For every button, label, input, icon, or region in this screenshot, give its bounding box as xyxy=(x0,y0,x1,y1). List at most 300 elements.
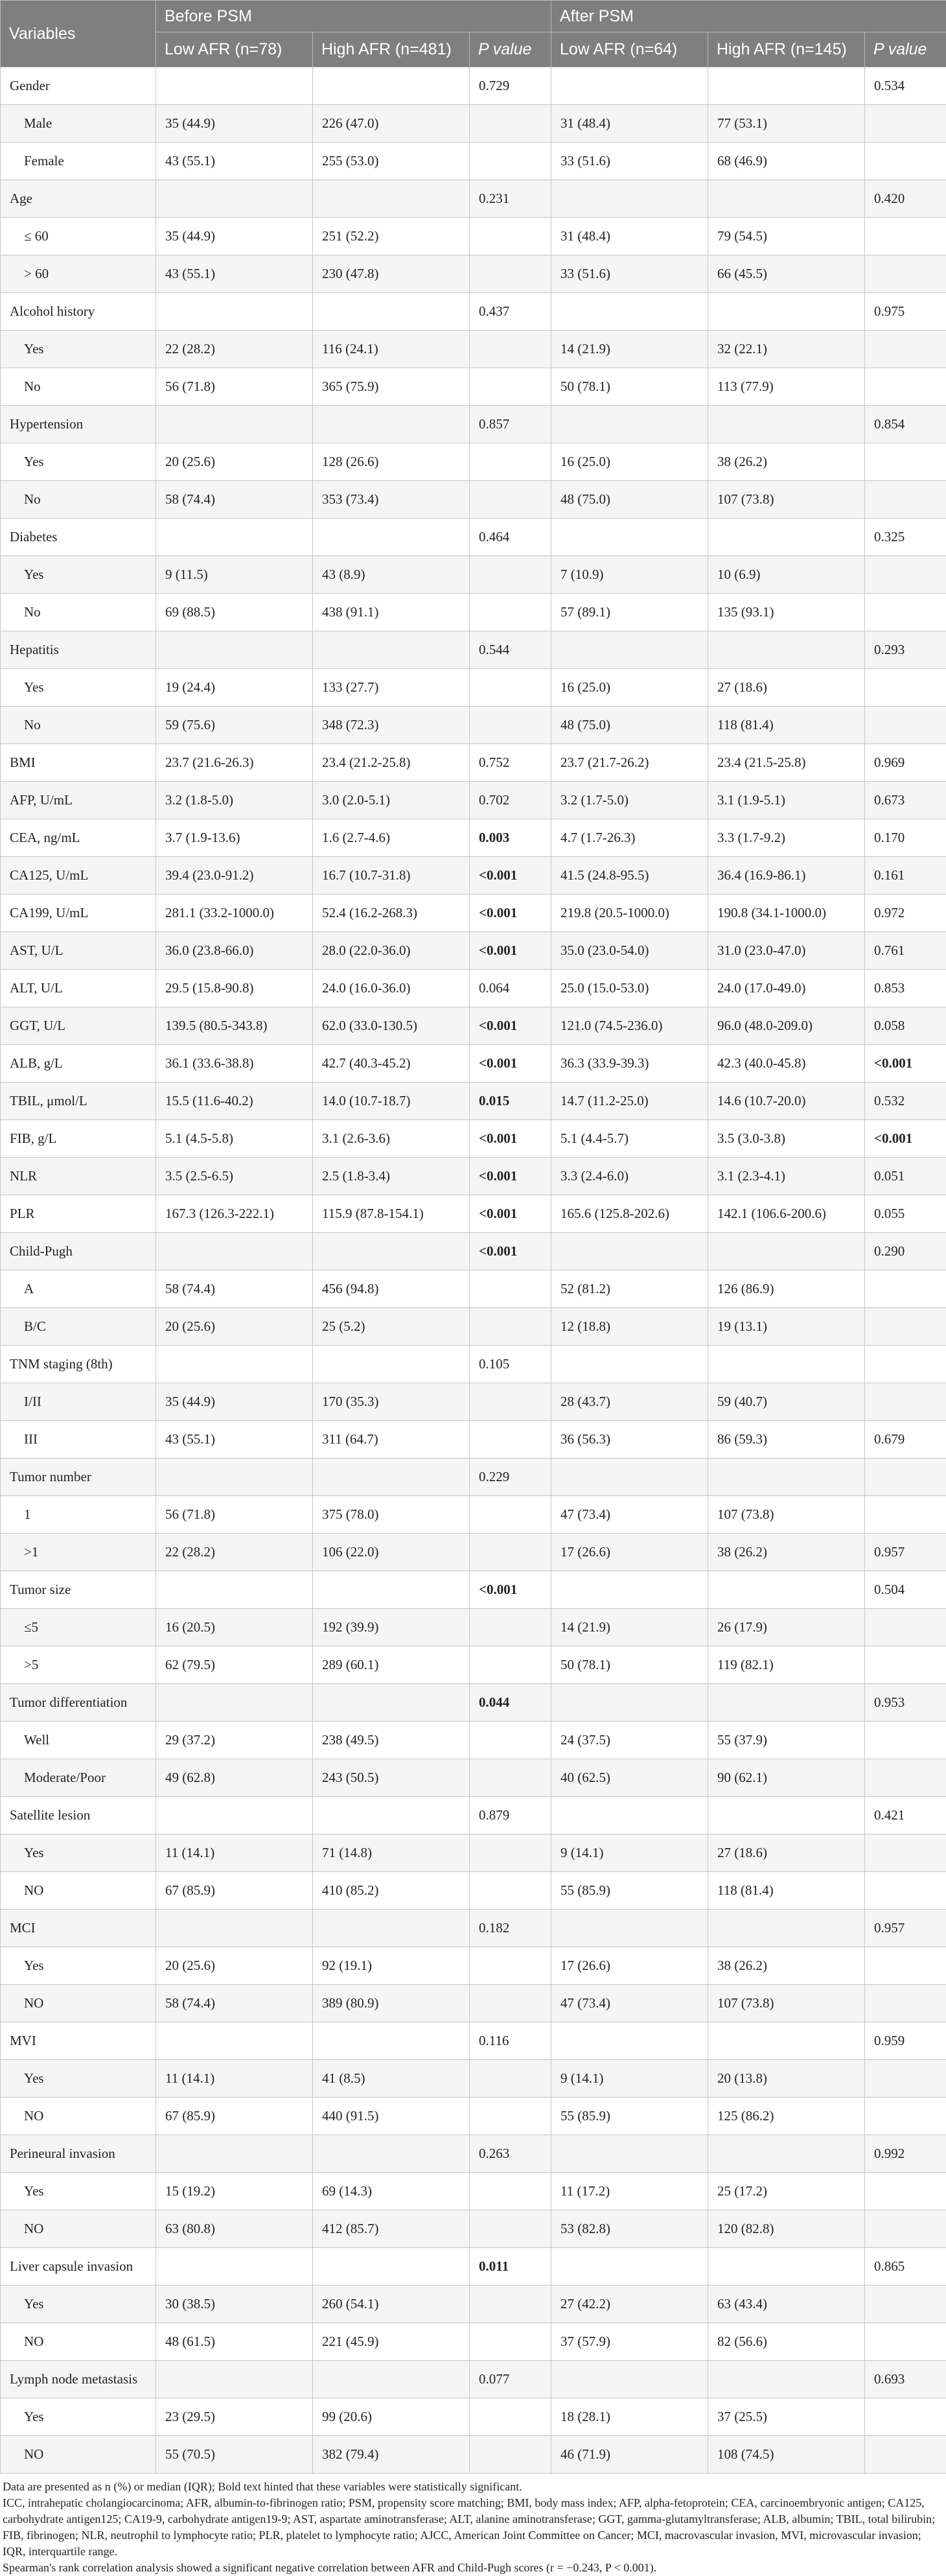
cell-p-value-after: 0.854 xyxy=(865,406,946,443)
cell-high-afr-before: 438 (91.1) xyxy=(313,594,470,631)
cell-p-value-before xyxy=(470,1834,551,1872)
cell-p-value-after xyxy=(865,218,946,255)
row-label: TBIL, μmol/L xyxy=(1,1083,156,1120)
cell-high-afr-after: 3.1 (2.3-4.1) xyxy=(708,1158,865,1195)
cell-low-afr-before xyxy=(156,1346,313,1383)
table-row xyxy=(1,2022,946,2060)
cell-p-value-before: <0.001 xyxy=(470,1120,551,1158)
row-sublabel: B/C xyxy=(1,1308,156,1346)
cell-high-afr-after: 3.1 (1.9-5.1) xyxy=(708,782,865,819)
cell-p-value-before: 0.263 xyxy=(470,2135,551,2173)
cell-p-value-after: 0.293 xyxy=(865,631,946,669)
cell-high-afr-after: 3.5 (3.0-3.8) xyxy=(708,1120,865,1158)
cell-high-afr-before: 238 (49.5) xyxy=(313,1722,470,1759)
cell-high-afr-before: 456 (94.8) xyxy=(313,1270,470,1308)
cell-low-afr-after: 50 (78.1) xyxy=(551,1646,708,1684)
cell-low-afr-after: 35.0 (23.0-54.0) xyxy=(551,932,708,970)
cell-p-value-after xyxy=(865,2210,946,2248)
cell-p-value-before xyxy=(470,1759,551,1797)
cell-p-value-before: 0.752 xyxy=(470,744,551,782)
header-variables: Variables xyxy=(1,1,156,67)
table-row xyxy=(1,1083,946,1120)
cell-low-afr-before: 30 (38.5) xyxy=(156,2286,313,2323)
cell-high-afr-before: 412 (85.7) xyxy=(313,2210,470,2248)
cell-high-afr-after: 142.1 (106.6-200.6) xyxy=(708,1195,865,1233)
row-sublabel: No xyxy=(1,707,156,744)
cell-high-afr-after: 32 (22.1) xyxy=(708,331,865,368)
cell-p-value-after xyxy=(865,1646,946,1684)
cell-low-afr-before: 35 (44.9) xyxy=(156,1383,313,1421)
cell-p-value-after: 0.957 xyxy=(865,1534,946,1571)
cell-low-afr-after: 12 (18.8) xyxy=(551,1308,708,1346)
table-row xyxy=(1,293,946,331)
cell-high-afr-before xyxy=(313,631,470,669)
cell-p-value-after xyxy=(865,1985,946,2022)
table-row xyxy=(1,1458,946,1496)
cell-p-value-after: 0.290 xyxy=(865,1233,946,1270)
row-label: FIB, g/L xyxy=(1,1120,156,1158)
table-row xyxy=(1,2173,946,2210)
table-row xyxy=(1,2248,946,2286)
cell-p-value-after xyxy=(865,2323,946,2361)
footnote: Data are presented as n (%) or median (IQR); Bold text hinted that these variables were statistically significant. xyxy=(3,2479,942,2495)
cell-high-afr-after: 42.3 (40.0-45.8) xyxy=(708,1045,865,1083)
cell-p-value-after: 0.969 xyxy=(865,744,946,782)
cell-low-afr-before xyxy=(156,1684,313,1722)
cell-p-value-before: 0.077 xyxy=(470,2361,551,2398)
cell-low-afr-after: 18 (28.1) xyxy=(551,2398,708,2436)
cell-p-value-after: 0.679 xyxy=(865,1421,946,1458)
cell-low-afr-before xyxy=(156,1571,313,1609)
cell-high-afr-after: 66 (45.5) xyxy=(708,255,865,293)
cell-high-afr-before: 62.0 (33.0-130.5) xyxy=(313,1007,470,1045)
cell-low-afr-after: 33 (51.6) xyxy=(551,255,708,293)
cell-low-afr-before: 36.1 (33.6-38.8) xyxy=(156,1045,313,1083)
cell-p-value-before xyxy=(470,594,551,631)
cell-high-afr-before: 389 (80.9) xyxy=(313,1985,470,2022)
cell-low-afr-after xyxy=(551,631,708,669)
cell-low-afr-after: 47 (73.4) xyxy=(551,1496,708,1534)
cell-p-value-after: 0.058 xyxy=(865,1007,946,1045)
cell-p-value-before xyxy=(470,2098,551,2135)
cell-high-afr-before: 221 (45.9) xyxy=(313,2323,470,2361)
row-sublabel: >5 xyxy=(1,1646,156,1684)
row-label: Hepatitis xyxy=(1,631,156,669)
cell-p-value-before: <0.001 xyxy=(470,857,551,895)
cell-p-value-after: 0.693 xyxy=(865,2361,946,2398)
row-label: Hypertension xyxy=(1,406,156,443)
cell-low-afr-after xyxy=(551,1797,708,1834)
row-sublabel: Yes xyxy=(1,1834,156,1872)
cell-low-afr-after: 41.5 (24.8-95.5) xyxy=(551,857,708,895)
cell-high-afr-before: 128 (26.6) xyxy=(313,443,470,481)
cell-low-afr-before: 11 (14.1) xyxy=(156,2060,313,2098)
cell-low-afr-after: 16 (25.0) xyxy=(551,669,708,707)
cell-low-afr-before: 58 (74.4) xyxy=(156,1985,313,2022)
cell-low-afr-after: 47 (73.4) xyxy=(551,1985,708,2022)
row-label: BMI xyxy=(1,744,156,782)
cell-low-afr-after xyxy=(551,2135,708,2173)
cell-high-afr-before: 24.0 (16.0-36.0) xyxy=(313,970,470,1007)
header-high-afr-after: High AFR (n=145) xyxy=(708,32,865,67)
row-label: CEA, ng/mL xyxy=(1,819,156,857)
cell-high-afr-before: 410 (85.2) xyxy=(313,1872,470,1910)
cell-high-afr-before: 14.0 (10.7-18.7) xyxy=(313,1083,470,1120)
cell-high-afr-after: 26 (17.9) xyxy=(708,1609,865,1646)
cell-p-value-before xyxy=(470,1722,551,1759)
cell-low-afr-after: 55 (85.9) xyxy=(551,1872,708,1910)
cell-low-afr-before: 15 (19.2) xyxy=(156,2173,313,2210)
cell-low-afr-after: 17 (26.6) xyxy=(551,1534,708,1571)
row-sublabel: Yes xyxy=(1,2286,156,2323)
header-high-afr-before: High AFR (n=481) xyxy=(313,32,470,67)
header-before-psm: Before PSM xyxy=(156,1,551,32)
row-label: AST, U/L xyxy=(1,932,156,970)
cell-p-value-after: 0.161 xyxy=(865,857,946,895)
row-sublabel: NO xyxy=(1,2210,156,2248)
cell-high-afr-after: 27 (18.6) xyxy=(708,669,865,707)
cell-p-value-after xyxy=(865,368,946,406)
cell-p-value-after: 0.673 xyxy=(865,782,946,819)
table-row xyxy=(1,443,946,481)
cell-low-afr-after: 4.7 (1.7-26.3) xyxy=(551,819,708,857)
table-row xyxy=(1,1797,946,1834)
cell-low-afr-after: 17 (26.6) xyxy=(551,1947,708,1985)
cell-p-value-after xyxy=(865,105,946,143)
table-row xyxy=(1,1759,946,1797)
table-row xyxy=(1,1383,946,1421)
cell-p-value-before: 0.857 xyxy=(470,406,551,443)
table-row xyxy=(1,218,946,255)
cell-low-afr-after: 57 (89.1) xyxy=(551,594,708,631)
cell-p-value-before xyxy=(470,2436,551,2474)
cell-low-afr-before: 20 (25.6) xyxy=(156,443,313,481)
cell-low-afr-after: 3.2 (1.7-5.0) xyxy=(551,782,708,819)
cell-p-value-after xyxy=(865,1270,946,1308)
cell-low-afr-before xyxy=(156,67,313,105)
row-sublabel: Yes xyxy=(1,2173,156,2210)
table-row xyxy=(1,2135,946,2173)
row-label: Satellite lesion xyxy=(1,1797,156,1834)
cell-low-afr-after xyxy=(551,67,708,105)
table-row xyxy=(1,1195,946,1233)
cell-low-afr-after xyxy=(551,1910,708,1947)
cell-low-afr-before: 35 (44.9) xyxy=(156,105,313,143)
row-label: AFP, U/mL xyxy=(1,782,156,819)
cell-high-afr-after xyxy=(708,406,865,443)
cell-high-afr-after xyxy=(708,1797,865,1834)
cell-p-value-after xyxy=(865,1722,946,1759)
cell-p-value-after xyxy=(865,1308,946,1346)
cell-high-afr-before: 243 (50.5) xyxy=(313,1759,470,1797)
cell-p-value-after: 0.051 xyxy=(865,1158,946,1195)
table-row xyxy=(1,1308,946,1346)
cell-high-afr-after: 38 (26.2) xyxy=(708,443,865,481)
table-row xyxy=(1,1496,946,1534)
cell-high-afr-before: 3.0 (2.0-5.1) xyxy=(313,782,470,819)
cell-low-afr-before: 22 (28.2) xyxy=(156,1534,313,1571)
cell-high-afr-after: 23.4 (21.5-25.8) xyxy=(708,744,865,782)
footnote: Spearman's rank correlation analysis showed a significant negative correlation between AFR and Child-Pugh scores (r = −0.243, P < 0.001). xyxy=(3,2560,942,2576)
row-label: Age xyxy=(1,180,156,218)
cell-low-afr-before: 5.1 (4.5-5.8) xyxy=(156,1120,313,1158)
table-row xyxy=(1,1834,946,1872)
cell-p-value-after xyxy=(865,443,946,481)
cell-p-value-after: 0.959 xyxy=(865,2022,946,2060)
cell-low-afr-after: 11 (17.2) xyxy=(551,2173,708,2210)
cell-p-value-after xyxy=(865,331,946,368)
row-label: ALT, U/L xyxy=(1,970,156,1007)
cell-low-afr-before: 3.7 (1.9-13.6) xyxy=(156,819,313,857)
cell-high-afr-before xyxy=(313,1910,470,1947)
cell-high-afr-before: 348 (72.3) xyxy=(313,707,470,744)
cell-high-afr-before: 25 (5.2) xyxy=(313,1308,470,1346)
table-row xyxy=(1,2210,946,2248)
cell-low-afr-before: 43 (55.1) xyxy=(156,1421,313,1458)
cell-low-afr-after: 48 (75.0) xyxy=(551,481,708,519)
cell-low-afr-before: 11 (14.1) xyxy=(156,1834,313,1872)
table-footnotes xyxy=(0,2474,946,2576)
cell-low-afr-before: 58 (74.4) xyxy=(156,481,313,519)
cell-high-afr-before xyxy=(313,67,470,105)
cell-p-value-before xyxy=(470,556,551,594)
cell-p-value-after xyxy=(865,481,946,519)
cell-low-afr-after: 121.0 (74.5-236.0) xyxy=(551,1007,708,1045)
row-label: Perineural invasion xyxy=(1,2135,156,2173)
cell-p-value-before xyxy=(470,1646,551,1684)
cell-p-value-before xyxy=(470,218,551,255)
table-row xyxy=(1,2398,946,2436)
row-label: MVI xyxy=(1,2022,156,2060)
cell-high-afr-before xyxy=(313,1346,470,1383)
cell-high-afr-before: 106 (22.0) xyxy=(313,1534,470,1571)
table-row xyxy=(1,1270,946,1308)
cell-p-value-before: 0.003 xyxy=(470,819,551,857)
cell-low-afr-before: 20 (25.6) xyxy=(156,1308,313,1346)
cell-p-value-before: 0.044 xyxy=(470,1684,551,1722)
cell-p-value-before: <0.001 xyxy=(470,1158,551,1195)
cell-low-afr-after xyxy=(551,1233,708,1270)
table-row xyxy=(1,143,946,180)
table-row xyxy=(1,1985,946,2022)
cell-low-afr-before xyxy=(156,2022,313,2060)
cell-low-afr-after xyxy=(551,1684,708,1722)
cell-high-afr-after: 38 (26.2) xyxy=(708,1947,865,1985)
cell-p-value-before xyxy=(470,1270,551,1308)
table-row xyxy=(1,1534,946,1571)
cell-high-afr-after xyxy=(708,1910,865,1947)
table-body xyxy=(1,67,946,2474)
cell-p-value-after xyxy=(865,1383,946,1421)
cell-high-afr-after xyxy=(708,1346,865,1383)
cell-p-value-before xyxy=(470,1534,551,1571)
row-sublabel: 1 xyxy=(1,1496,156,1534)
cell-low-afr-before xyxy=(156,1233,313,1270)
cell-p-value-before: <0.001 xyxy=(470,1195,551,1233)
table-row xyxy=(1,895,946,932)
cell-low-afr-after: 55 (85.9) xyxy=(551,2098,708,2135)
table-row xyxy=(1,1947,946,1985)
cell-high-afr-after xyxy=(708,2022,865,2060)
table-row xyxy=(1,1872,946,1910)
table-row xyxy=(1,67,946,105)
row-label: PLR xyxy=(1,1195,156,1233)
header-p-value-after xyxy=(865,32,946,67)
cell-low-afr-after: 23.7 (21.7-26.2) xyxy=(551,744,708,782)
cell-high-afr-after: 24.0 (17.0-49.0) xyxy=(708,970,865,1007)
cell-p-value-before: 0.064 xyxy=(470,970,551,1007)
cell-high-afr-after: 79 (54.5) xyxy=(708,218,865,255)
cell-low-afr-before xyxy=(156,2361,313,2398)
cell-high-afr-before: 440 (91.5) xyxy=(313,2098,470,2135)
cell-p-value-before: <0.001 xyxy=(470,1233,551,1270)
cell-high-afr-before xyxy=(313,2248,470,2286)
cell-p-value-after xyxy=(865,2436,946,2474)
cell-high-afr-after xyxy=(708,1684,865,1722)
cell-low-afr-after: 219.8 (20.5-1000.0) xyxy=(551,895,708,932)
cell-p-value-before: 0.437 xyxy=(470,293,551,331)
cell-high-afr-after: 82 (56.6) xyxy=(708,2323,865,2361)
cell-high-afr-after: 36.4 (16.9-86.1) xyxy=(708,857,865,895)
cell-low-afr-after xyxy=(551,2248,708,2286)
cell-low-afr-before xyxy=(156,1910,313,1947)
cell-low-afr-after: 28 (43.7) xyxy=(551,1383,708,1421)
cell-low-afr-after: 53 (82.8) xyxy=(551,2210,708,2248)
cell-high-afr-after xyxy=(708,1458,865,1496)
row-sublabel: No xyxy=(1,481,156,519)
cell-high-afr-after: 25 (17.2) xyxy=(708,2173,865,2210)
cell-low-afr-before xyxy=(156,519,313,556)
table-row xyxy=(1,1346,946,1383)
cell-high-afr-after: 190.8 (34.1-1000.0) xyxy=(708,895,865,932)
table-row xyxy=(1,406,946,443)
cell-p-value-after: 0.325 xyxy=(865,519,946,556)
cell-low-afr-after: 165.6 (125.8-202.6) xyxy=(551,1195,708,1233)
table-row xyxy=(1,481,946,519)
cell-p-value-after: 0.957 xyxy=(865,1910,946,1947)
cell-high-afr-after xyxy=(708,2361,865,2398)
cell-high-afr-before: 289 (60.1) xyxy=(313,1646,470,1684)
table-row xyxy=(1,1646,946,1684)
row-label: GGT, U/L xyxy=(1,1007,156,1045)
table-row xyxy=(1,669,946,707)
row-sublabel: NO xyxy=(1,2323,156,2361)
cell-p-value-before xyxy=(470,1947,551,1985)
cell-high-afr-before xyxy=(313,293,470,331)
cell-high-afr-before: 353 (73.4) xyxy=(313,481,470,519)
cell-low-afr-before: 69 (88.5) xyxy=(156,594,313,631)
cell-p-value-after xyxy=(865,1872,946,1910)
table-row xyxy=(1,2286,946,2323)
cell-p-value-before: 0.015 xyxy=(470,1083,551,1120)
cell-high-afr-before: 2.5 (1.8-3.4) xyxy=(313,1158,470,1195)
header-after-psm: After PSM xyxy=(551,1,946,32)
cell-p-value-after: 0.534 xyxy=(865,67,946,105)
cell-p-value-before xyxy=(470,2210,551,2248)
row-label: Diabetes xyxy=(1,519,156,556)
cell-high-afr-after: 108 (74.5) xyxy=(708,2436,865,2474)
cell-high-afr-after xyxy=(708,1571,865,1609)
cell-high-afr-before: 133 (27.7) xyxy=(313,669,470,707)
cell-high-afr-before: 42.7 (40.3-45.2) xyxy=(313,1045,470,1083)
table-header xyxy=(1,1,946,67)
cell-p-value-after xyxy=(865,2098,946,2135)
cell-high-afr-after: 19 (13.1) xyxy=(708,1308,865,1346)
cell-low-afr-after xyxy=(551,1346,708,1383)
cell-p-value-after xyxy=(865,1759,946,1797)
cell-p-value-after: 0.972 xyxy=(865,895,946,932)
cell-p-value-before: <0.001 xyxy=(470,895,551,932)
cell-high-afr-after xyxy=(708,1233,865,1270)
cell-high-afr-after: 68 (46.9) xyxy=(708,143,865,180)
table-row xyxy=(1,631,946,669)
row-sublabel: NO xyxy=(1,2098,156,2135)
table-row xyxy=(1,857,946,895)
cell-high-afr-before: 116 (24.1) xyxy=(313,331,470,368)
cell-high-afr-before: 170 (35.3) xyxy=(313,1383,470,1421)
cell-high-afr-before: 41 (8.5) xyxy=(313,2060,470,2098)
cell-p-value-before xyxy=(470,1421,551,1458)
cell-p-value-after xyxy=(865,1346,946,1383)
cell-high-afr-after: 14.6 (10.7-20.0) xyxy=(708,1083,865,1120)
cell-high-afr-before xyxy=(313,1458,470,1496)
cell-low-afr-after xyxy=(551,406,708,443)
cell-p-value-after: 0.853 xyxy=(865,970,946,1007)
cell-high-afr-before xyxy=(313,1797,470,1834)
cell-high-afr-after: 125 (86.2) xyxy=(708,2098,865,2135)
cell-low-afr-after xyxy=(551,1571,708,1609)
cell-high-afr-after xyxy=(708,180,865,218)
table-row xyxy=(1,368,946,406)
table-row xyxy=(1,331,946,368)
cell-p-value-after: 0.975 xyxy=(865,293,946,331)
table-row xyxy=(1,2098,946,2135)
cell-high-afr-after: 90 (62.1) xyxy=(708,1759,865,1797)
cell-high-afr-before xyxy=(313,519,470,556)
cell-low-afr-after: 24 (37.5) xyxy=(551,1722,708,1759)
cell-low-afr-before: 167.3 (126.3-222.1) xyxy=(156,1195,313,1233)
cell-p-value-after: 0.532 xyxy=(865,1083,946,1120)
cell-p-value-after xyxy=(865,1947,946,1985)
table-row xyxy=(1,970,946,1007)
cell-p-value-before: 0.729 xyxy=(470,67,551,105)
cell-high-afr-after xyxy=(708,293,865,331)
cell-low-afr-after xyxy=(551,1458,708,1496)
table-row xyxy=(1,1158,946,1195)
cell-low-afr-after: 40 (62.5) xyxy=(551,1759,708,1797)
cell-high-afr-before: 255 (53.0) xyxy=(313,143,470,180)
cell-high-afr-after: 86 (59.3) xyxy=(708,1421,865,1458)
cell-high-afr-after: 3.3 (1.7-9.2) xyxy=(708,819,865,857)
cell-low-afr-after: 14 (21.9) xyxy=(551,331,708,368)
cell-p-value-after xyxy=(865,594,946,631)
header-p-value-after-label: P value xyxy=(873,40,927,58)
row-label: MCI xyxy=(1,1910,156,1947)
cell-low-afr-after xyxy=(551,180,708,218)
cell-high-afr-before: 260 (54.1) xyxy=(313,2286,470,2323)
cell-high-afr-after: 113 (77.9) xyxy=(708,368,865,406)
row-label: CA125, U/mL xyxy=(1,857,156,895)
cell-low-afr-before: 49 (62.8) xyxy=(156,1759,313,1797)
cell-p-value-after xyxy=(865,707,946,744)
cell-p-value-after xyxy=(865,1834,946,1872)
cell-high-afr-before: 3.1 (2.6-3.6) xyxy=(313,1120,470,1158)
cell-low-afr-before xyxy=(156,631,313,669)
row-sublabel: ≤5 xyxy=(1,1609,156,1646)
cell-high-afr-before xyxy=(313,1684,470,1722)
cell-low-afr-before: 43 (55.1) xyxy=(156,255,313,293)
table-row xyxy=(1,556,946,594)
